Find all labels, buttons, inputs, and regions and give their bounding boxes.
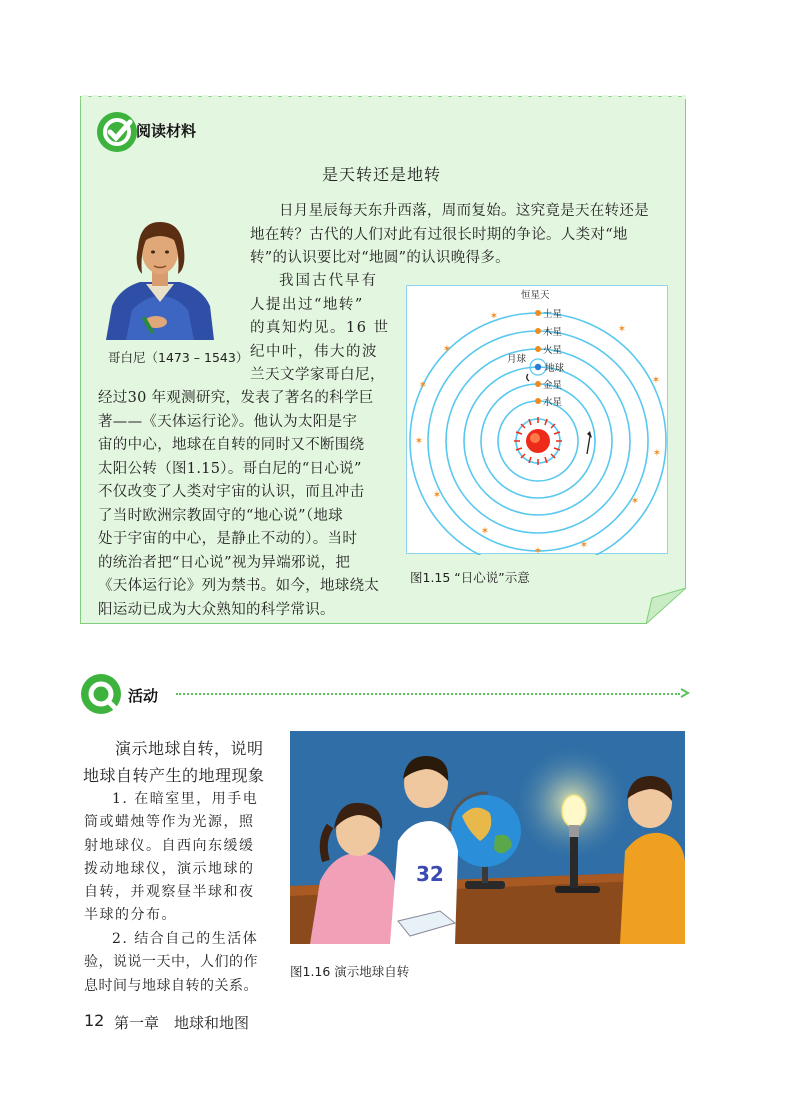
shirt-number: 32: [416, 862, 444, 886]
diagram-label-jupiter: 木星: [543, 327, 563, 338]
text-line: 日月星辰每天东升西落，周而复始。这究竟是天在转还是: [279, 203, 649, 219]
diagram-label-mercury: 水星: [543, 397, 563, 408]
svg-text:✶: ✶: [432, 490, 442, 501]
text-line: 射地球仪。自西向东缓缓: [84, 837, 255, 854]
text-line: 纪中叶，伟大的波: [250, 343, 378, 360]
svg-text:✶: ✶: [418, 380, 428, 391]
sun-icon: [514, 417, 562, 465]
copernicus-portrait: [106, 210, 214, 340]
diagram-label-earth: 地球: [545, 363, 565, 374]
text-line: 处于宇宙的中心，是静止不动的）。当时: [98, 531, 358, 547]
activity-step-2: [84, 928, 284, 998]
svg-text:✶: ✶: [442, 344, 452, 355]
portrait-caption: 哥白尼（1473 – 1543）: [108, 350, 249, 365]
text-line: 阳运动已成为大众熟知的科学常识。: [98, 601, 335, 618]
activity-title: [83, 735, 283, 789]
figure-1-16-caption: 图1.16 演示地球自转: [290, 964, 410, 979]
svg-text:✶: ✶: [652, 448, 662, 459]
earth-dot: [535, 364, 541, 370]
text-line: 转”的认识要比对“地圆”的认识晚得多。: [250, 250, 510, 266]
text-line: 不仅改变了人类对宇宙的认识，而且冲击: [98, 484, 365, 500]
text-line: 自转，并观察昼半球和夜: [84, 884, 255, 901]
heliocentric-diagram: [406, 285, 668, 554]
text-line: 著——《天体运行论》。他认为太阳是宇: [98, 413, 358, 430]
text-line: 的统治者把“日心说”视为异端邪说，把: [98, 554, 351, 571]
text-line: 2. 结合自己的生活体: [112, 931, 259, 947]
activity-title-line: 演示地球自转，说明: [115, 739, 264, 758]
svg-text:✶: ✶: [489, 311, 499, 322]
svg-text:✶: ✶: [617, 324, 627, 335]
reading-paragraph-1: [250, 200, 670, 271]
globe-rotation-illustration: [290, 731, 685, 944]
text-line: 宙的中心，地球在自转的同时又不断围绕: [98, 437, 365, 453]
diagram-label-heng-xing-tian: 恒星天: [521, 290, 550, 301]
text-line: 太阳公转（图1.15）。哥白尼的“日心说”: [98, 460, 362, 477]
activity-step-1: [84, 788, 274, 928]
text-line: 地在转？古代的人们对此有过很长时期的争论。人类对“地: [250, 226, 628, 243]
reading-title: 是天转还是地转: [322, 165, 442, 184]
activity-title-line: 地球自转产生的地理现象: [83, 766, 265, 785]
arrow-right-icon: [680, 688, 690, 698]
figure-1-15-caption: 图1.15 “日心说”示意: [410, 570, 530, 585]
text-line: 筒或蜡烛等作为光源，照: [84, 814, 255, 831]
activity-icon: [80, 673, 122, 715]
text-line: 了当时欧洲宗教固守的“地心说”（地球: [98, 507, 343, 524]
svg-text:✶: ✶: [480, 526, 490, 537]
reading-check-icon: [97, 112, 137, 152]
diagram-label-saturn: 土星: [543, 309, 563, 320]
text-line: 半球的分布。: [84, 907, 177, 924]
svg-text:✶: ✶: [579, 540, 589, 551]
text-line: 的真知灼见。16 世: [250, 320, 390, 336]
text-line: 经过30 年观测研究，发表了著名的科学巨: [98, 390, 374, 406]
svg-text:✶: ✶: [651, 375, 661, 386]
svg-text:✶: ✶: [533, 546, 543, 555]
diagram-label-venus: 金星: [543, 380, 563, 391]
planet-mercury-dot: [535, 398, 541, 404]
planet-jupiter-dot: [535, 328, 541, 334]
activity-header-label: 活动: [128, 687, 159, 705]
text-line: 拨动地球仪，演示地球的: [84, 860, 255, 877]
planet-mars-dot: [535, 346, 541, 352]
text-line: 《天体运行论》列为禁书。如今，地球绕太: [98, 578, 380, 594]
text-line: 我国古代早有: [279, 273, 378, 289]
svg-text:✶: ✶: [414, 436, 424, 447]
text-line: 兰天文学家哥白尼，: [250, 367, 385, 383]
reading-paragraph-2-wide: [98, 387, 398, 622]
reading-paragraph-2-narrow: [250, 270, 400, 388]
text-line: 人提出过“地转”: [250, 296, 364, 313]
text-line: 验，说说一天中，人们的作: [84, 954, 258, 971]
activity-divider: [176, 693, 680, 695]
diagram-label-mars: 火星: [543, 345, 563, 356]
text-line: 息时间与地球自转的关系。: [84, 977, 258, 994]
planet-saturn-dot: [535, 310, 541, 316]
page-fold-corner: [646, 588, 686, 624]
chapter-title: 第一章 地球和地图: [114, 1014, 250, 1032]
page-number: 12: [84, 1011, 105, 1030]
planet-venus-dot: [535, 381, 541, 387]
text-line: 1. 在暗室里，用手电: [112, 791, 259, 807]
svg-text:✶: ✶: [630, 496, 640, 507]
reading-header-label: 阅读材料: [136, 122, 197, 140]
diagram-label-moon: 月球: [507, 354, 527, 365]
